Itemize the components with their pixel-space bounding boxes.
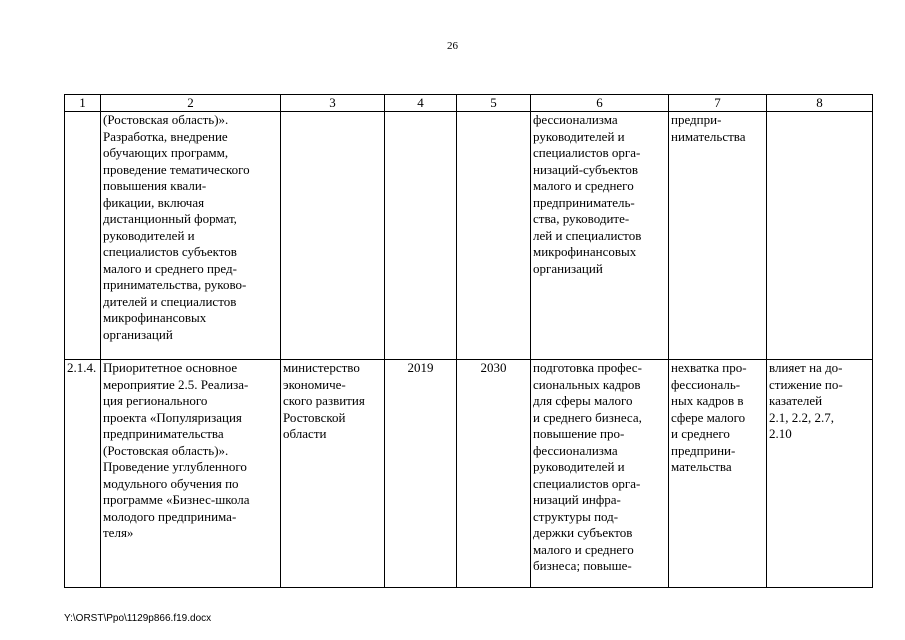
text-line: и среднего бизнеса, [533,409,642,425]
cell-consequences [669,360,767,588]
page-number: 26 [447,40,458,52]
text-line: министерство [283,360,360,375]
text-line: руководителей и [103,227,195,243]
text-line: стижение по- [769,376,843,392]
text-line: малого и среднего пред- [103,260,237,276]
text-line: специалистов субъектов [103,244,237,259]
text-line: малого и среднего [533,541,634,557]
cell-number [65,112,101,360]
text-line: сфере малого [671,409,746,425]
text-line: организаций [103,326,173,342]
text-line: специалистов орга- [533,475,641,491]
cell-expected-result [531,112,669,360]
text-line: предприни- [671,442,736,458]
header-cell: 1 [65,95,101,112]
cell-expected-result [531,360,669,588]
header-cell: 6 [531,95,669,112]
text-line: дителей и специалистов [103,293,237,309]
table-row-2-1-4 [65,360,873,588]
text-line: низаций-субъектов [533,161,639,177]
cell-description [101,112,281,360]
cell-end-year: 2030 [457,360,531,588]
table-row-continuation [65,112,873,360]
text-line: руководителей и [533,459,625,474]
text-line: фикации, включая [103,194,205,210]
cell-consequences [669,112,767,360]
header-cell: 5 [457,95,531,112]
text-line: казателей [769,393,823,408]
text-line: для сферы малого [533,393,633,408]
header-cell: 4 [385,95,457,112]
text-line: влияет на до- [769,360,843,375]
text-line: модульного обучения по [103,475,239,491]
text-line: малого и среднего [533,178,634,193]
text-line: структуры под- [533,508,619,524]
text-line: руководителей и [533,128,625,144]
text-line: фессионализма [533,442,618,458]
header-cell: 7 [669,95,767,112]
cell-executor [281,112,385,360]
text-line: Приоритетное основное [103,360,238,375]
text-line: предприниматель- [533,194,635,210]
text-line: программе «Бизнес-школа [103,492,250,507]
text-line: 2.1, 2.2, 2.7, [769,409,834,425]
text-line: мательства [671,459,732,474]
footer-file-path: Y:\ORST\Ppo\1129p866.f19.docx [64,613,212,624]
header-cell: 8 [767,95,873,112]
text-line: организаций [533,260,603,276]
cell-description [101,360,281,588]
cell-indicators [767,112,873,360]
header-cell: 2 [101,95,281,112]
cell-executor [281,360,385,588]
text-line: мероприятие 2.5. Реализа- [103,376,249,392]
text-line: подготовка профес- [533,360,642,375]
text-line: области [283,426,327,441]
cell-end-year [457,112,531,360]
text-line: проведение тематического [103,161,250,177]
text-line: Ростовской [283,409,346,425]
text-line: и среднего [671,426,730,441]
text-line: Проведение углубленного [103,459,247,474]
cell-indicators [767,360,873,588]
text-line: проекта «Популяризация [103,409,242,425]
text-line: 2.10 [769,426,792,441]
text-line: держки субъектов [533,525,633,540]
text-line: микрофинансовых [533,244,637,259]
table-header-row [65,95,873,112]
header-cell: 3 [281,95,385,112]
text-line: теля» [103,525,134,540]
text-line: сиональных кадров [533,376,641,392]
text-line: специалистов орга- [533,145,641,160]
text-line: лей и специалистов [533,227,642,243]
text-line: фессионализма [533,112,618,127]
text-line: фессиональ- [671,376,741,392]
text-line: принимательства, руково- [103,277,247,292]
text-line: предпринимательства [103,426,224,441]
text-line: повышения квали- [103,178,207,193]
text-line: ства, руководите- [533,211,630,226]
text-line: Разработка, внедрение [103,128,228,144]
text-line: обучающих программ, [103,145,229,160]
cell-start-year [385,112,457,360]
text-line: дистанционный формат, [103,211,237,226]
text-line: микрофинансовых [103,310,207,325]
text-line: молодого предпринима- [103,508,237,524]
cell-start-year: 2019 [385,360,457,588]
cell-number: 2.1.4. [65,360,101,588]
text-line: бизнеса; повыше- [533,558,632,573]
text-line: ных кадров в [671,393,744,408]
text-line: повышение про- [533,426,625,441]
text-line: экономиче- [283,376,346,392]
text-line: (Ростовская область)». [103,442,229,458]
text-line: нимательства [671,128,746,144]
text-line: ция регионального [103,393,208,408]
text-line: нехватка про- [671,360,747,375]
program-table [64,94,873,588]
text-line: предпри- [671,112,722,127]
text-line: (Ростовская область)». [103,112,229,127]
text-line: ского развития [283,393,365,408]
text-line: низаций инфра- [533,492,621,507]
